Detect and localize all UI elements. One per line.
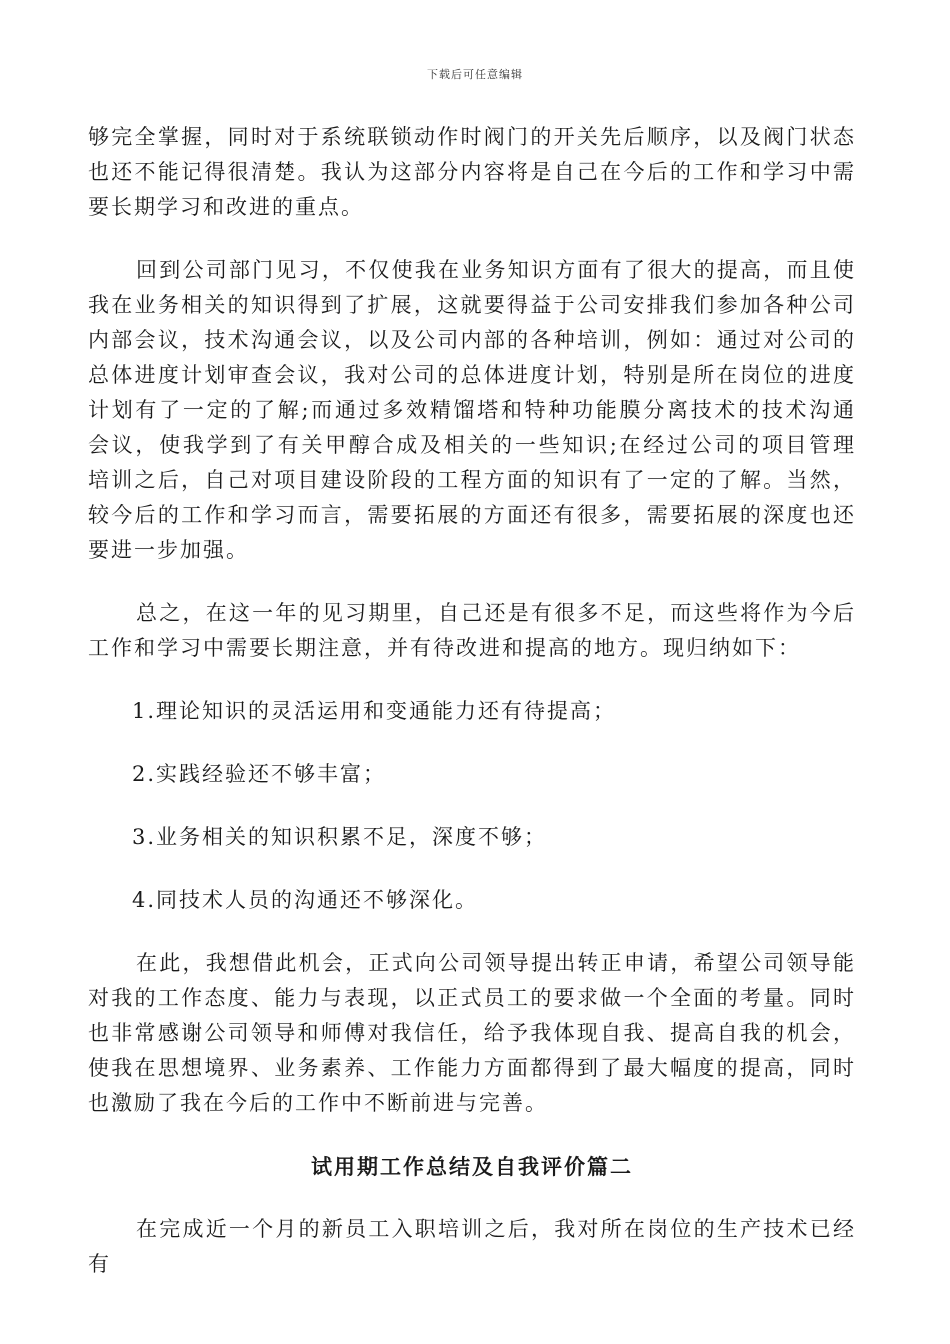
section-heading: 试用期工作总结及自我评价篇二 (311, 1154, 633, 1179)
paragraph-application: 在此，我想借此机会，正式向公司领导提出转正申请，希望公司领导能对我的工作态度、能力与表现，以正式员工的要求做一个全面的考量。同时也非常感谢公司领导和师傅对我信任，给予我体现自我、提高自我的机会，使我在思想境界、业务素养、工作能力方面都得到了最大幅度的提高，同时也激励了我在今后的工作中不断前进与完善。 (88, 951, 856, 1115)
paragraph-section-two-intro: 在完成近一个月的新员工入职培训之后，我对所在岗位的生产技术已经有 (88, 1217, 856, 1276)
list-item: 3.业务相关的知识积累不足，深度不够； (132, 825, 548, 849)
download-note: 下载后可任意编辑 (427, 68, 523, 81)
paragraph-internship: 回到公司部门见习，不仅使我在业务知识方面有了很大的提高，而且使我在业务相关的知识得到了扩展，这就要得益于公司安排我们参加各种公司内部会议，技术沟通会议，以及公司内部的各种培训，例如：通过对公司的总体进度计划审查会议，我对公司的总体进度计划，特别是所在岗位的进度计划有了一定的了解;而通过多效精馏塔和特种功能膜分离技术的技术沟通会议，使我学到了有关甲醇合成及相关的一些知识;在经过公司的项目管理培训之后，自己对项目建设阶段的工程方面的知识有了一定的了解。当然，较今后的工作和学习而言，需要拓展的方面还有很多，需要拓展的深度也还要进一步加强。 (88, 258, 856, 562)
list-item: 1.理论知识的灵活运用和变通能力还有待提高； (132, 699, 617, 723)
continuation-paragraph: 够完全掌握，同时对于系统联锁动作时阀门的开关先后顺序，以及阀门状态也还不能记得很清楚。我认为这部分内容将是自己在今后的工作和学习中需要长期学习和改进的重点。 (88, 125, 856, 219)
list-item: 2.实践经验还不够丰富； (132, 762, 387, 786)
list-item: 4.同技术人员的沟通还不够深化。 (132, 888, 479, 912)
paragraph-summary: 总之，在这一年的见习期里，自己还是有很多不足，而这些将作为今后工作和学习中需要长期注意，并有待改进和提高的地方。现归纳如下： (88, 601, 856, 660)
document-body (88, 120, 856, 1310)
